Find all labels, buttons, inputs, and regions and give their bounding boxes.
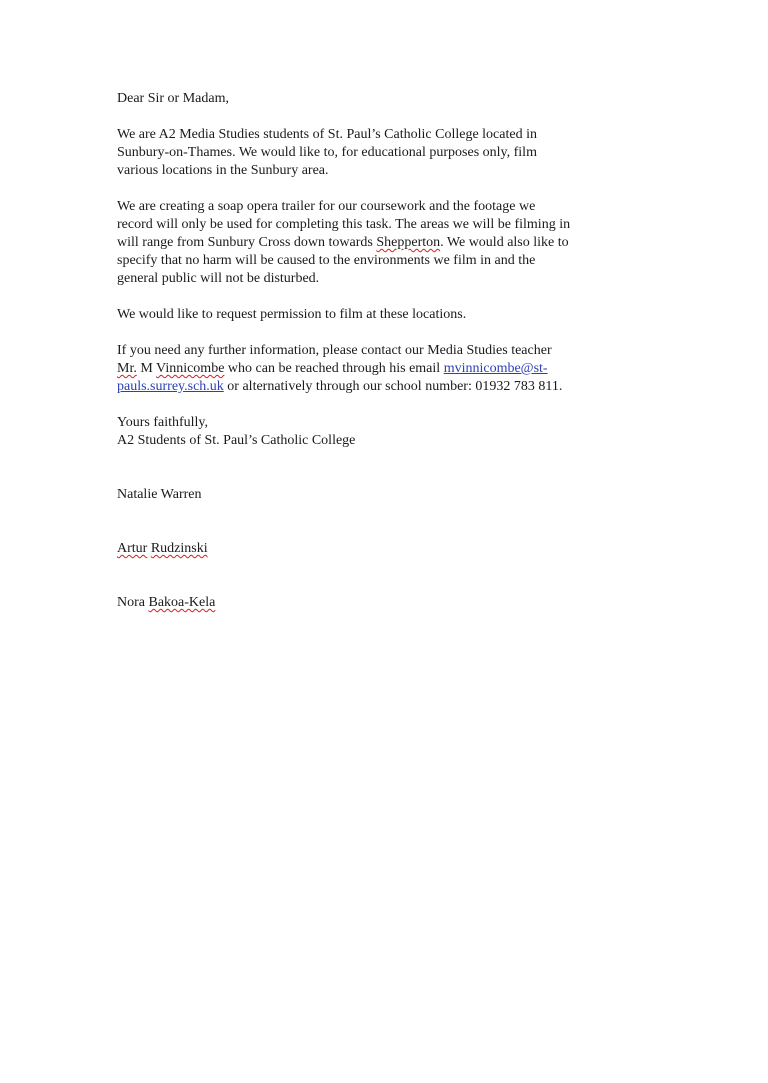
teacher-initial: M [136, 361, 157, 376]
closing [117, 414, 677, 450]
paragraph-intro-line: Sunbury-on-Thames. We would like to, for educational purposes only, film [117, 145, 537, 160]
email-link-continued[interactable]: pauls.surrey.sch.uk [117, 379, 224, 394]
paragraph-purpose-line: We are creating a soap opera trailer for our coursework and the footage we [117, 199, 536, 214]
signatory-3-first-name: Nora [117, 595, 149, 610]
paragraph-contact-line: If you need any further information, please contact our Media Studies teacher [117, 343, 552, 358]
paragraph-purpose-line: . We would also like to [440, 235, 569, 250]
paragraph-contact-line: who can be reached through his email [224, 361, 444, 376]
paragraph-request: We would like to request permission to film at these locations. [117, 307, 467, 322]
email-link[interactable]: mvinnicombe@st- [443, 361, 548, 376]
place-name-shepperton: Shepperton [376, 235, 441, 250]
salutation: Dear Sir or Madam, [117, 91, 229, 106]
paragraph-intro [117, 126, 677, 180]
teacher-surname: Vinnicombe [156, 361, 225, 376]
paragraph-purpose [117, 198, 677, 288]
paragraph-contact [117, 342, 677, 396]
paragraph-purpose-line: general public will not be disturbed. [117, 271, 320, 286]
paragraph-contact-line: or alternatively through our school number: 01932 783 811. [223, 379, 563, 394]
paragraph-purpose-line: specify that no harm will be caused to the environments we film in and the [117, 253, 536, 268]
signatory-3 [117, 594, 677, 612]
paragraph-intro-line: various locations in the Sunbury area. [117, 163, 329, 178]
paragraph-intro-line: We are A2 Media Studies students of St. Paul’s Catholic College located in [117, 127, 537, 142]
signatory-3-last-name: Bakoa-Kela [148, 595, 216, 610]
paragraph-purpose-line: record will only be used for completing this task. The areas we will be filming in [117, 217, 571, 232]
letter-body [117, 90, 677, 612]
signatory-2-last-name: Rudzinski [150, 541, 208, 556]
signatory-2-first-name: Artur [117, 541, 148, 556]
closing-organisation: A2 Students of St. Paul’s Catholic College [117, 433, 356, 448]
teacher-title: Mr. [117, 361, 137, 376]
paragraph-purpose-line: will range from Sunbury Cross down towards [117, 235, 377, 250]
closing-phrase: Yours faithfully, [117, 415, 209, 430]
signatory-1: Natalie Warren [117, 487, 202, 502]
signatory-2 [117, 540, 677, 558]
